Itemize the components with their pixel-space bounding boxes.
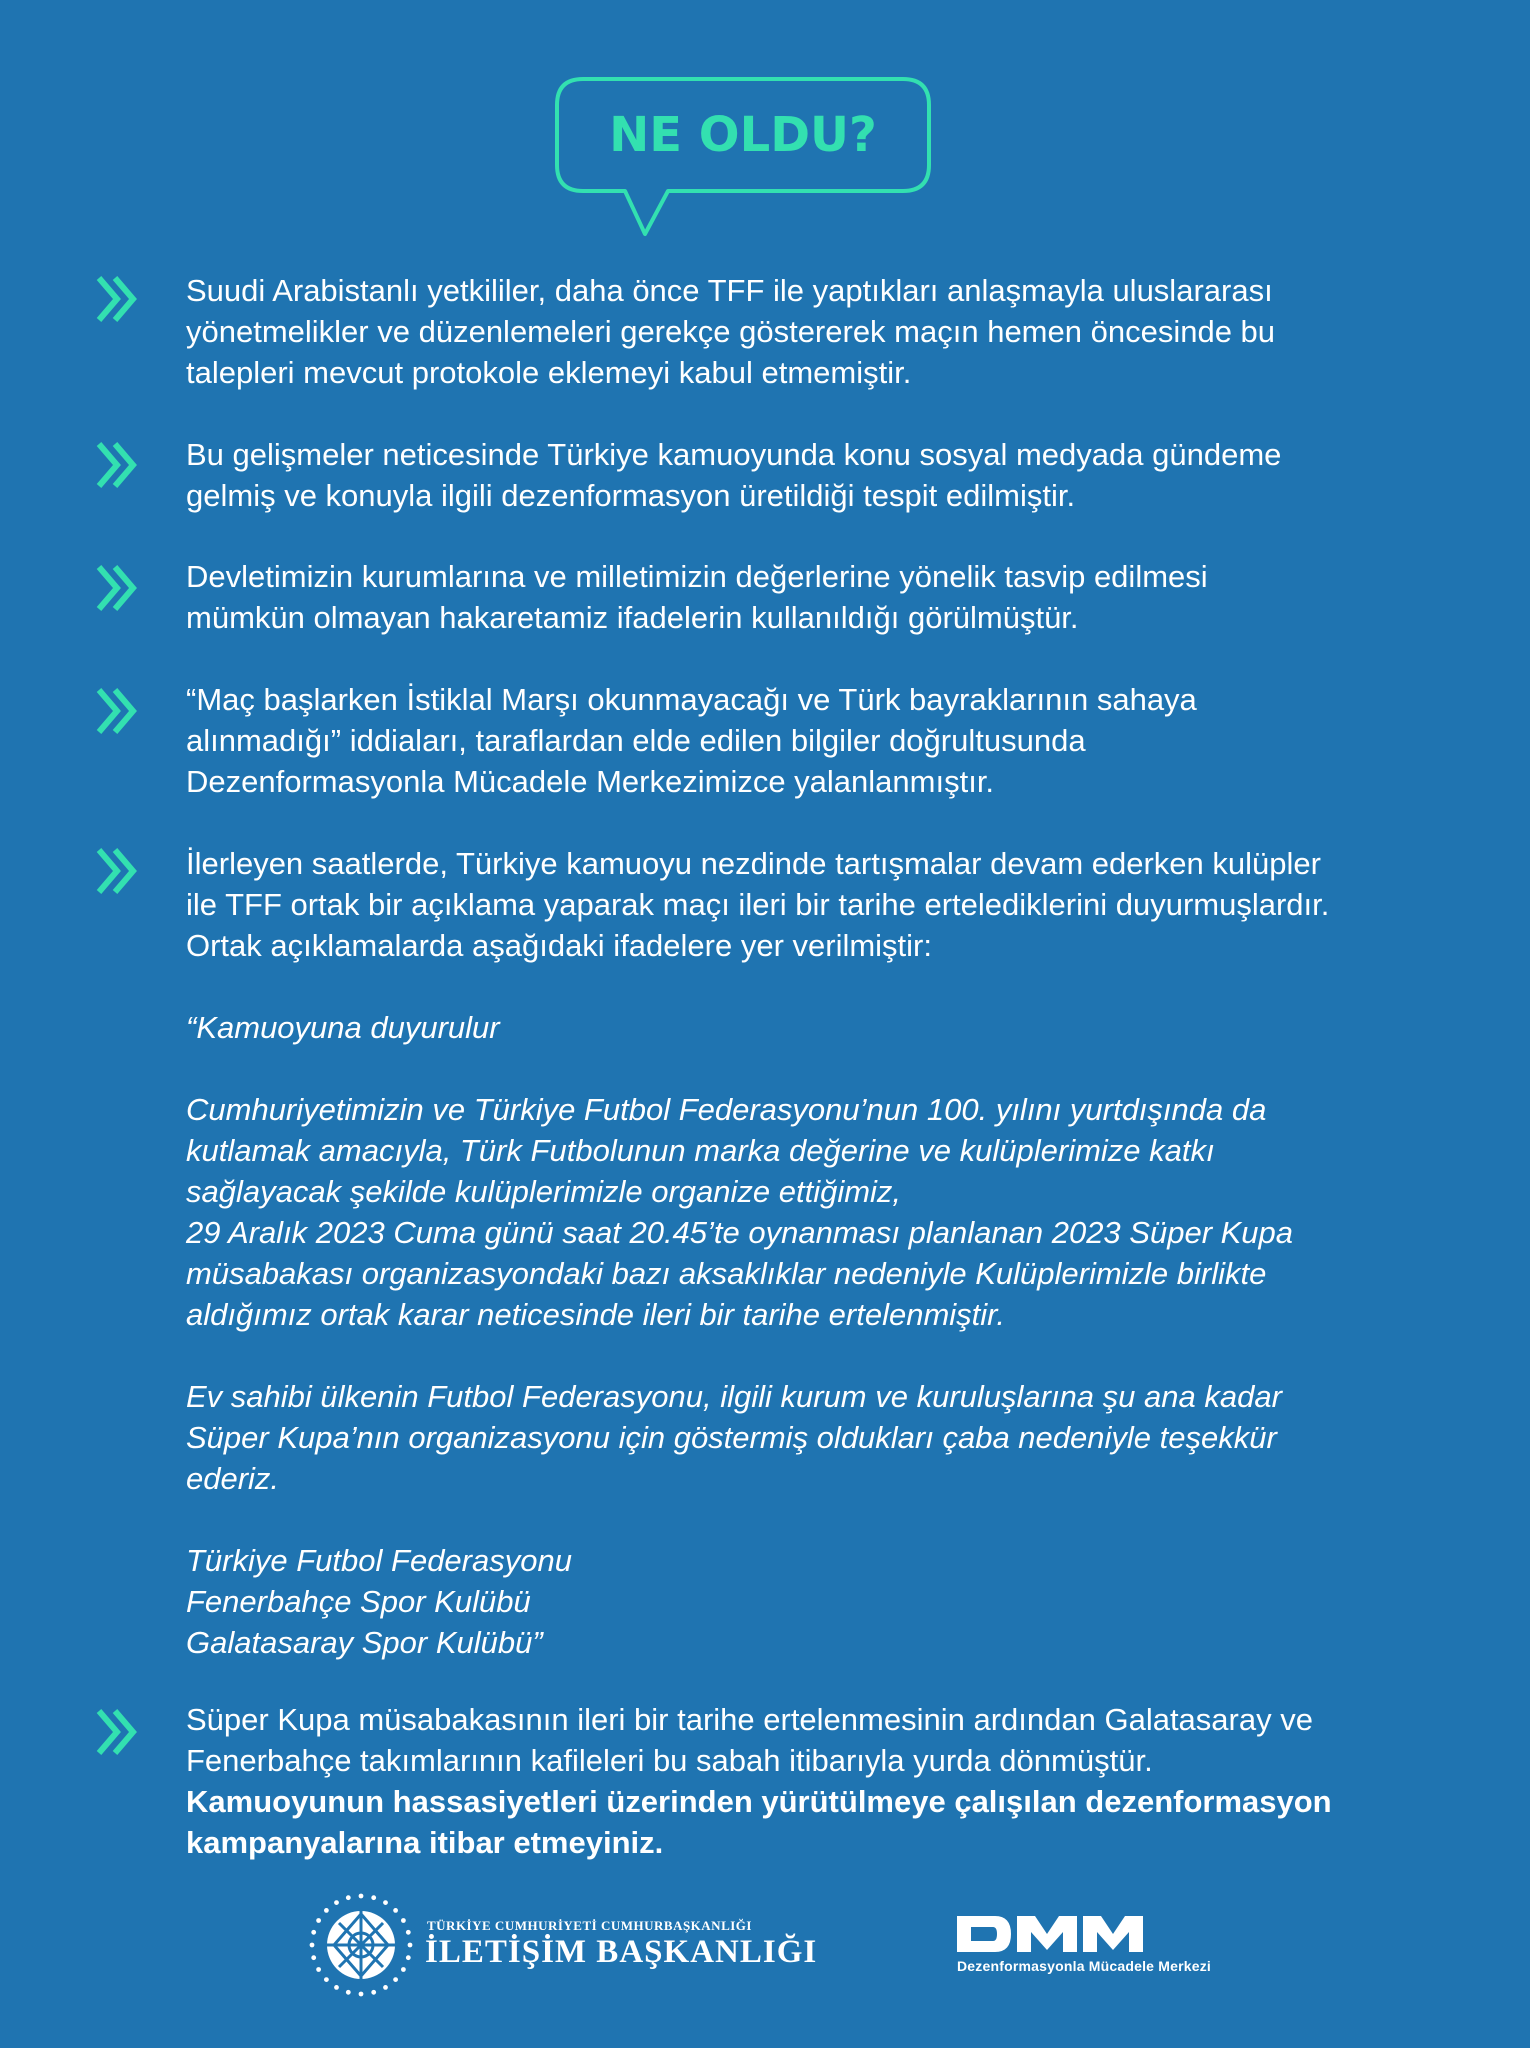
- dmm-logo-icon: [957, 1914, 1175, 1954]
- footer: [0, 1890, 1530, 2000]
- double-chevron-right-icon: [95, 274, 139, 324]
- double-chevron-right-icon: [95, 1707, 139, 1757]
- signature: Fenerbahçe Spor Kulübü: [186, 1584, 531, 1619]
- org-title: İLETİŞİM BAŞKANLIĞI: [425, 1934, 818, 1970]
- page-title: NE OLDU?: [609, 107, 877, 163]
- org-subtitle: TÜRKİYE CUMHURİYETİ CUMHURBAŞKANLIĞI: [427, 1918, 752, 1933]
- item-text: İlerleyen saatlerde, Türkiye kamuoyu nezdinde tartışmalar devam ederken kulüpler ile TFF ortak bir açıklama yaparak maçı ileri bir tarihe ertelediklerini duyurmuşlardır. Ortak açıklamalarda aşağıdaki ifadelere yer verilmiştir: “Kamuoyuna duyurulur Cumhuriyetimizin ve Türkiye Futbol Federasyonu’nun 100. yılını yurtdışında da kutlamak amacıyla, Türk Futbolunun marka değerine ve kulüplerimize katkı sağlayacak şekilde kulüplerimizle organize ettiğimiz, 29 Aralık 2023 Cuma günü saat 20.45’te oynanması planlanan 2023 Süper Kupa müsabakası organizasyondaki bazı aksaklıklar nedeniyle Kulüplerimizle birlikte aldığımız ortak karar neticesinde ileri bir tarihe ertelenmiştir. Ev sahibi ülkenin Futbol Federasyonu, ilgili kurum ve kuruluşlarına şu ana kadar Süper Kupa’nın organizasyonu için göstermiş oldukları çaba nedeniyle teşekkür ederiz. Türkiye Futbol Federasyonu Fenerbahçe Spor Kulübü Galatasaray Spor Kulübü”: [186, 843, 1486, 1663]
- signature: Türkiye Futbol Federasyonu: [186, 1543, 572, 1578]
- double-chevron-right-icon: [95, 563, 139, 613]
- press-release-quote: “Kamuoyuna duyurulur Cumhuriyetimizin ve Türkiye Futbol Federasyonu’nun 100. yılını yurtdışında da kutlamak amacıyla, Türk Futbolunun marka değerine ve kulüplerimize katkı sağlayacak şekilde kulüplerimizle organize ettiğimiz, 29 Aralık 2023 Cuma günü saat 20.45’te oynanması planlanan 2023 Süper Kupa müsabakası organizasyondaki bazı aksaklıklar nedeniyle Kulüplerimizle birlikte aldığımız ortak karar neticesinde ileri bir tarihe ertelenmiştir. Ev sahibi ülkenin Futbol Federasyonu, ilgili kurum ve kuruluşlarına şu ana kadar Süper Kupa’nın organizasyonu için göstermiş oldukları çaba nedeniyle teşekkür ederiz. Türkiye Futbol Federasyonu Fenerbahçe Spor Kulübü Galatasaray Spor Kulübü”: [186, 1007, 1486, 1663]
- item-text: Devletimizin kurumlarına ve milletimizin değerlerine yönelik tasvip edilmesi mümkün olmayan hakaretamiz ifadelerin kullanıldığı görülmüştür.: [186, 559, 1208, 635]
- double-chevron-right-icon: [95, 846, 139, 896]
- double-chevron-right-icon: [95, 440, 139, 490]
- dmm-subtitle: Dezenformasyonla Mücadele Merkezi: [957, 1958, 1212, 1974]
- item-text: Süper Kupa müsabakasının ileri bir tarihe ertelenmesinin ardından Galatasaray ve Fenerbahçe takımlarının kafileleri bu sabah itibarıyla yurda dönmüştür. Kamuoyunun hassasiyetleri üzerinden yürütülmeye çalışılan dezenformasyon kampanyalarına itibar etmeyiniz.: [186, 1702, 1332, 1860]
- header-bubble: [555, 77, 931, 193]
- item-text: “Maç başlarken İstiklal Marşı okunmayacağı ve Türk bayraklarının sahaya alınmadığı” iddiaları, taraflardan elde edilen bilgiler doğrultusunda Dezenformasyonla Mücadele Merkezimizce yalanlanmıştır.: [186, 682, 1197, 799]
- item-text: Suudi Arabistanlı yetkililer, daha önce TFF ile yaptıkları anlaşmayla uluslararası yönetmelikler ve düzenlemeleri gerekçe göstererek maçın hemen öncesinde bu talepleri mevcut protokole eklemeyi kabul etmemiştir.: [186, 273, 1276, 390]
- iletisim-baskanligi-logo-icon: [306, 1890, 416, 2000]
- signature: Galatasaray Spor Kulübü”: [186, 1625, 543, 1660]
- double-chevron-right-icon: [95, 686, 139, 736]
- item-text: Bu gelişmeler neticesinde Türkiye kamuoyunda konu sosyal medyada gündeme gelmiş ve konuyla ilgili dezenformasyon üretildiği tespit edilmiştir.: [186, 437, 1282, 513]
